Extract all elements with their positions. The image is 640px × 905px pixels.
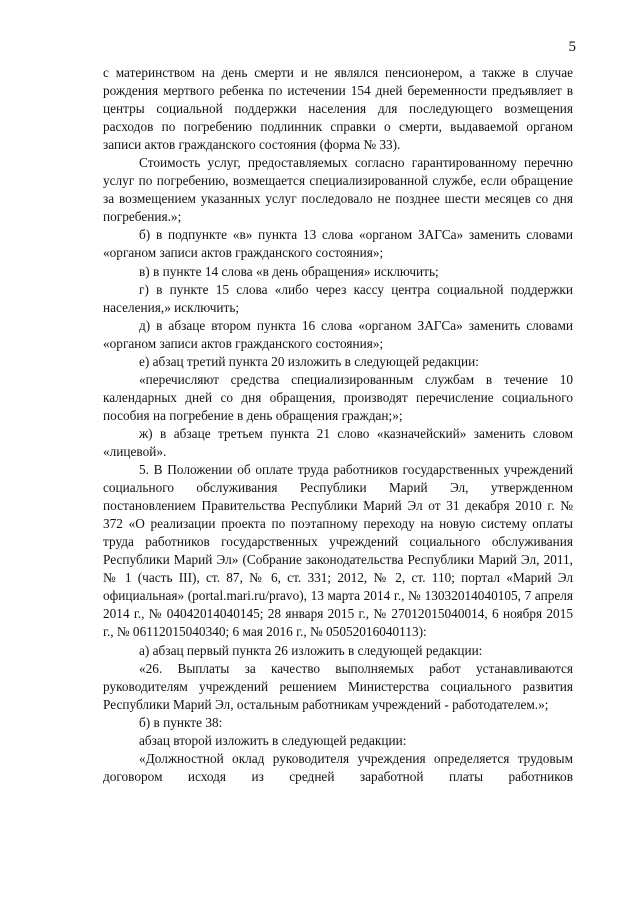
paragraph-second-clause: абзац второй изложить в следующей редакции: <box>139 732 407 748</box>
document-body <box>103 64 573 786</box>
paragraph-item-g: г) в пункте 15 слова «либо через кассу центра социальной поддержки населения,» исключить; <box>103 281 573 315</box>
paragraph-item-b-38: б) в пункте 38: <box>139 714 223 730</box>
paragraph-section-5: 5. В Положении об оплате труда работников государственных учреждений социального обслуживания Республики Марий Эл, утвержденном постановлением Правительства Республики Марий Эл от 31 декабря 2010 г. № 372 «О реализации проекта по поэтапному переходу на новую систему оплаты труда работников государственных учреждений социального обслуживания Республики Марий Эл» (Собрание законодательства Республики Марий Эл, 2011, № 1 (часть III), ст. 87, № 6, ст. 331; 2012, № 2, ст. 110; портал «Марий Эл официальная» (portal.mari.ru/pravo), 13 марта 2014 г., № 13032014040105, 7 апреля 2014 г., № 04042014040145; 28 января 2015 г., № 27012015040014, 6 ноября 2015 г., № 06112015040340; 6 мая 2016 г., № 05052016040113): <box>103 462 573 640</box>
paragraph-item-d: д) в абзаце втором пункта 16 слова «органом ЗАГСа» заменить словами «органом записи актов гражданского состояния»; <box>103 317 573 351</box>
paragraph-continuation: с материнством на день смерти и не являлся пенсионером, а также в случае рождения мертвого ребенка по истечении 154 дней беременности предъявляет в центры социальной поддержки населения для последующего возмещения расходов по погребению подлинник справки о смерти, выдаваемой органом записи актов гражданского состояния (форма № 33). <box>103 65 573 153</box>
paragraph-item-zh: ж) в абзаце третьем пункта 21 слово «казначейский» заменить словом «лицевой». <box>103 425 573 459</box>
paragraph-quoted-payments: «26. Выплаты за качество выполняемых работ устанавливаются руководителям учреждений решением Министерства социального развития Республики Марий Эл, остальным работникам учреждений - работодателем.»; <box>103 660 573 712</box>
paragraph-quoted-salary: «Должностной оклад руководителя учреждения определяется трудовым договором исходя из средней заработной платы работников <box>103 750 573 784</box>
page-number: 5 <box>568 39 576 55</box>
paragraph-item-v: в) в пункте 14 слова «в день обращения» исключить; <box>139 263 439 279</box>
paragraph-quoted-transfer: «перечисляют средства специализированным службам в течение 10 календарных дней со дня обращения, производят перечисление социального пособия на погребение в день обращения граждан;»; <box>103 371 573 423</box>
paragraph-item-a: а) абзац первый пункта 26 изложить в следующей редакции: <box>139 642 483 658</box>
paragraph-cost-of-services: Стоимость услуг, предоставляемых согласно гарантированному перечню услуг по погребению, возмещается специализированной службе, если обращение за возмещением указанных услуг последовало не позднее шести месяцев со дня погребения.»; <box>103 155 573 225</box>
paragraph-item-e: е) абзац третий пункта 20 изложить в следующей редакции: <box>139 353 479 369</box>
paragraph-item-b: б) в подпункте «в» пункта 13 слова «органом ЗАГСа» заменить словами «органом записи актов гражданского состояния»; <box>103 227 573 261</box>
